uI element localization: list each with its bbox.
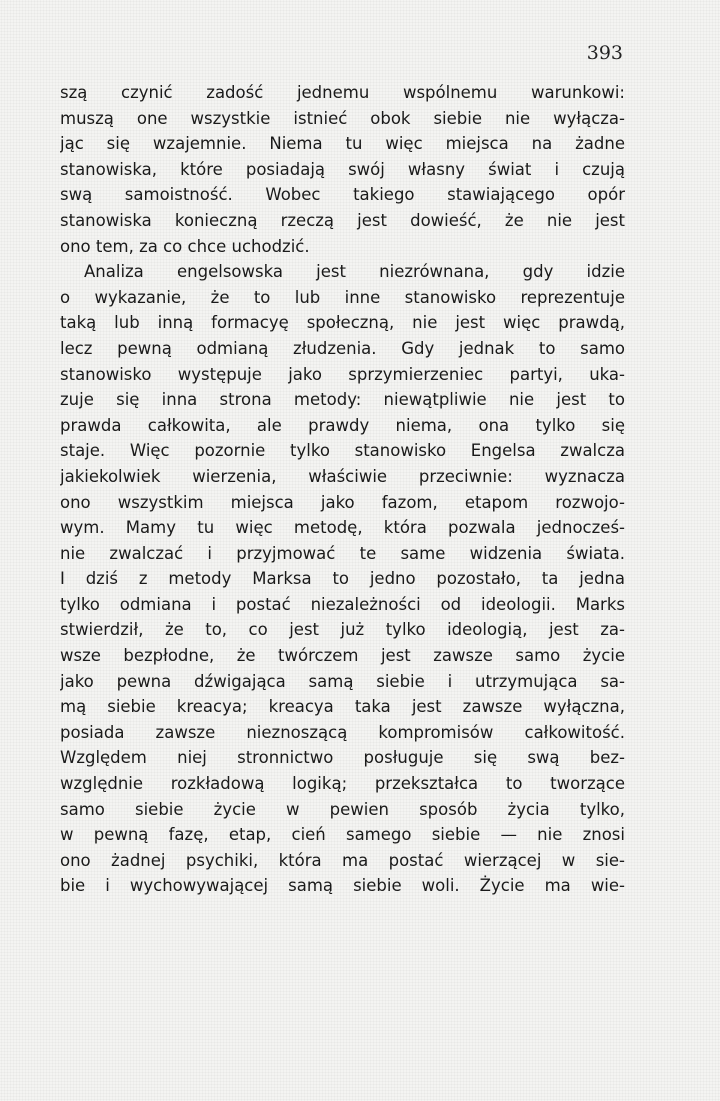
text-line: samo siebie życie w pewien sposób życia tylko, xyxy=(60,799,625,819)
text-line: szą czynić zadość jednemu wspólnemu warunkowi: xyxy=(60,83,625,102)
text-line: jakiekolwiek wierzenia, właściwie przeciwnie: wyznacza xyxy=(60,466,625,486)
text-line: Względem niej stronnictwo posługuje się swą bez- xyxy=(60,748,625,768)
text-line: I dziś z metody Marksa to jedno pozostało, ta jedna xyxy=(60,569,625,589)
body-text xyxy=(60,80,625,899)
text-line: staje. Więc pozornie tylko stanowisko Engelsa zwalcza xyxy=(60,441,625,461)
text-line: prawda całkowita, ale prawdy niema, ona tylko się xyxy=(60,415,625,435)
paragraph-start: Analiza engelsowska jest niezrównana, gdy idzie xyxy=(84,262,625,282)
page-number: 393 xyxy=(586,42,623,64)
text-line: posiada zawsze nieznoszącą kompromisów całkowitość. xyxy=(60,722,625,742)
text-line: stwierdził, że to, co jest już tylko ideologią, jest za- xyxy=(60,620,625,640)
text-line: ono tem, za co chce uchodzić. xyxy=(60,236,310,256)
text-line: tylko odmiana i postać niezależności od ideologii. Marks xyxy=(60,594,625,614)
text-line: ono żadnej psychiki, która ma postać wierzącej w sie- xyxy=(60,850,625,870)
text-line: taką lub inną formacyę społeczną, nie jest więc prawdą, xyxy=(60,313,625,333)
text-line: ono wszystkim miejsca jako fazom, etapom rozwojo- xyxy=(60,492,625,512)
text-line: nie zwalczać i przyjmować te same widzenia świata. xyxy=(60,543,625,563)
text-line: w pewną fazę, etap, cień samego siebie — nie znosi xyxy=(60,825,625,845)
text-line: stanowisko występuje jako sprzymierzeniec partyi, uka- xyxy=(60,364,625,384)
text-line: wym. Mamy tu więc metodę, która pozwala jednocześ- xyxy=(60,518,625,538)
text-line: względnie rozkładową logiką; przekształca to tworzące xyxy=(60,774,625,794)
text-line: mą siebie kreacya; kreacya taka jest zawsze wyłączna, xyxy=(60,697,625,717)
text-line: bie i wychowywającej samą siebie woli. Życie ma wie- xyxy=(60,876,625,896)
text-line: o wykazanie, że to lub inne stanowisko reprezentuje xyxy=(60,287,625,307)
text-line: stanowiska konieczną rzeczą jest dowieść, że nie jest xyxy=(60,210,625,230)
text-line: wsze bezpłodne, że twórczem jest zawsze samo życie xyxy=(60,646,625,666)
text-line: zuje się inna strona metody: niewątpliwie nie jest to xyxy=(60,390,625,410)
text-line: muszą one wszystkie istnieć obok siebie nie wyłącza- xyxy=(60,108,625,128)
text-line: stanowiska, które posiadają swój własny świat i czują xyxy=(60,159,625,179)
text-line: lecz pewną odmianą złudzenia. Gdy jednak to samo xyxy=(60,338,625,358)
text-line: jąc się wzajemnie. Niema tu więc miejsca na żadne xyxy=(60,134,625,154)
text-line: jako pewna dźwigająca samą siebie i utrzymująca sa- xyxy=(60,671,625,691)
text-line: swą samoistność. Wobec takiego stawiającego opór xyxy=(60,185,625,205)
